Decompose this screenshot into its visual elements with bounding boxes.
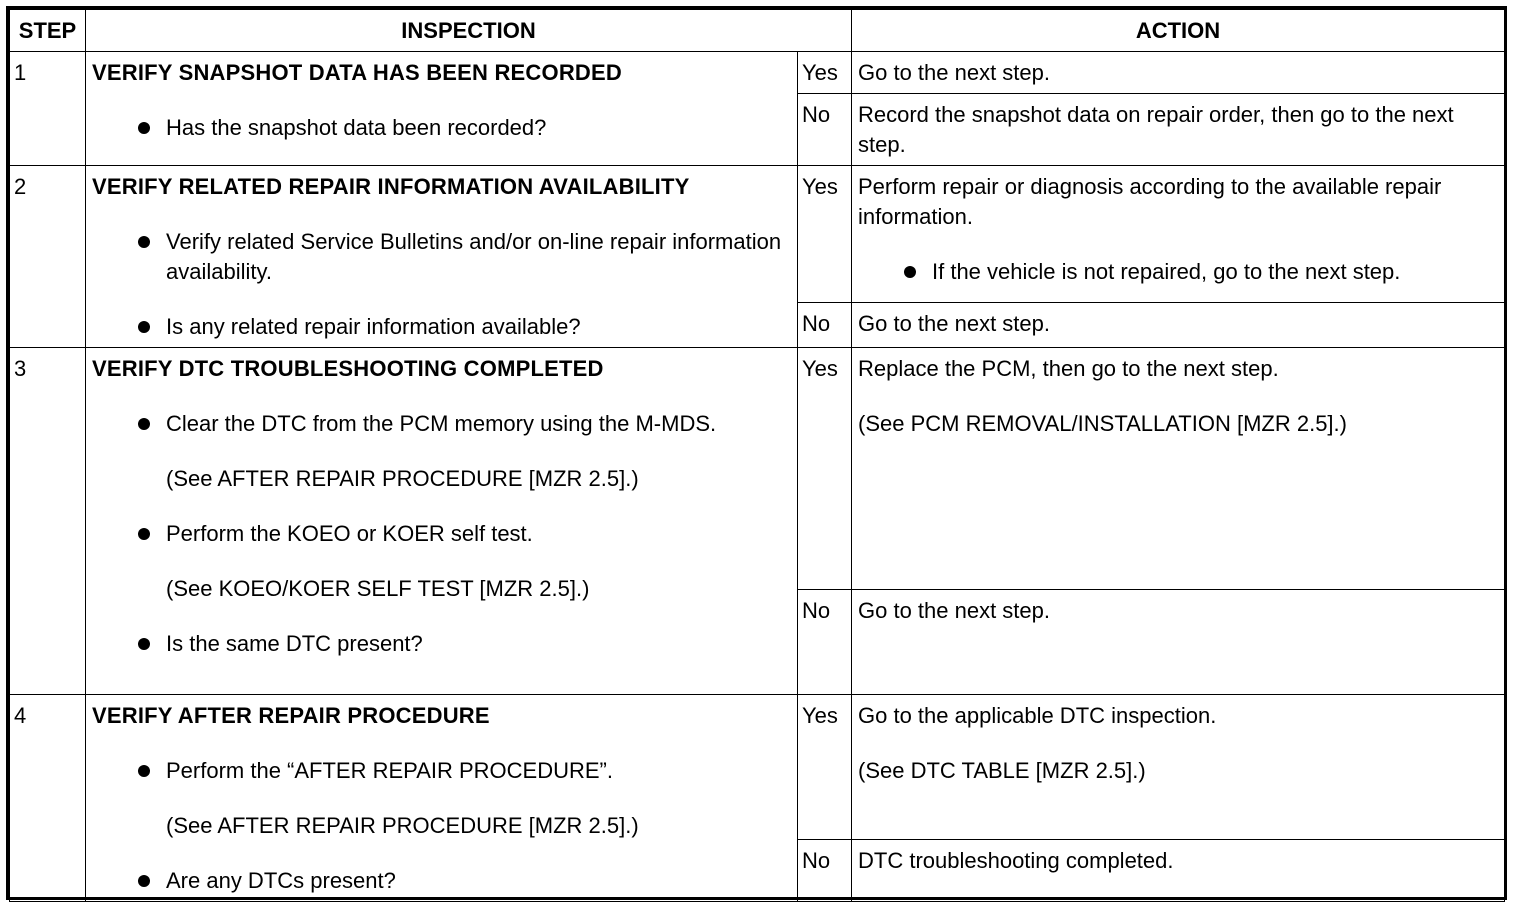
yes-action-bullet: If the vehicle is not repaired, go to the next step. — [858, 257, 1498, 287]
table-row — [10, 695, 1505, 840]
inspection-bullet: Has the snapshot data been recorded? — [92, 113, 791, 143]
inspection-title: VERIFY RELATED REPAIR INFORMATION AVAILABILITY — [92, 174, 690, 199]
inspection-note: (See KOEO/KOER SELF TEST [MZR 2.5].) — [166, 576, 590, 601]
no-action: Go to the next step. — [852, 303, 1505, 348]
yes-label: Yes — [798, 166, 852, 303]
yes-label: Yes — [798, 52, 852, 94]
yes-action-cell — [852, 166, 1505, 303]
inspection-note: (See AFTER REPAIR PROCEDURE [MZR 2.5].) — [166, 813, 639, 838]
inspection-cell — [86, 695, 798, 902]
header-action: ACTION — [852, 10, 1505, 52]
header-step: STEP — [10, 10, 86, 52]
inspection-cell — [86, 166, 798, 348]
no-label: No — [798, 94, 852, 166]
table-row — [10, 166, 1505, 303]
step-number: 3 — [10, 348, 86, 695]
no-action: Record the snapshot data on repair order, then go to the next step. — [852, 94, 1505, 166]
yes-label: Yes — [798, 348, 852, 590]
dtc-inspection-table-frame — [6, 6, 1507, 900]
inspection-bullet: Verify related Service Bulletins and/or on-line repair information availability. — [92, 227, 791, 287]
inspection-title: VERIFY AFTER REPAIR PROCEDURE — [92, 703, 490, 728]
inspection-bullet: Is the same DTC present? — [92, 629, 791, 659]
inspection-cell — [86, 348, 798, 695]
dtc-inspection-table — [9, 9, 1505, 902]
inspection-title: VERIFY SNAPSHOT DATA HAS BEEN RECORDED — [92, 60, 622, 85]
yes-action-note: (See PCM REMOVAL/INSTALLATION [MZR 2.5].) — [858, 411, 1347, 436]
yes-action: Go to the applicable DTC inspection. — [858, 703, 1217, 728]
no-label: No — [798, 590, 852, 695]
inspection-bullet: Clear the DTC from the PCM memory using the M-MDS. — [92, 409, 791, 439]
yes-action: Perform repair or diagnosis according to the available repair information. — [858, 174, 1442, 229]
table-row — [10, 348, 1505, 590]
yes-label: Yes — [798, 695, 852, 840]
inspection-bullet: Perform the KOEO or KOER self test. — [92, 519, 791, 549]
header-inspection: INSPECTION — [86, 10, 852, 52]
yes-action: Go to the next step. — [852, 52, 1505, 94]
table-row — [10, 52, 1505, 94]
inspection-note: (See AFTER REPAIR PROCEDURE [MZR 2.5].) — [166, 466, 639, 491]
header-row — [10, 10, 1505, 52]
inspection-bullet: Is any related repair information available? — [92, 312, 791, 342]
yes-action-note: (See DTC TABLE [MZR 2.5].) — [858, 758, 1146, 783]
inspection-title: VERIFY DTC TROUBLESHOOTING COMPLETED — [92, 356, 604, 381]
yes-action: Replace the PCM, then go to the next step. — [858, 356, 1279, 381]
yes-action-cell — [852, 695, 1505, 840]
no-label: No — [798, 303, 852, 348]
no-action: Go to the next step. — [852, 590, 1505, 695]
step-number: 2 — [10, 166, 86, 348]
inspection-bullet: Perform the “AFTER REPAIR PROCEDURE”. — [92, 756, 791, 786]
inspection-cell — [86, 52, 798, 166]
no-action: DTC troubleshooting completed. — [852, 840, 1505, 902]
step-number: 4 — [10, 695, 86, 902]
no-label: No — [798, 840, 852, 902]
inspection-bullet: Are any DTCs present? — [92, 866, 791, 896]
step-number: 1 — [10, 52, 86, 166]
yes-action-cell — [852, 348, 1505, 590]
